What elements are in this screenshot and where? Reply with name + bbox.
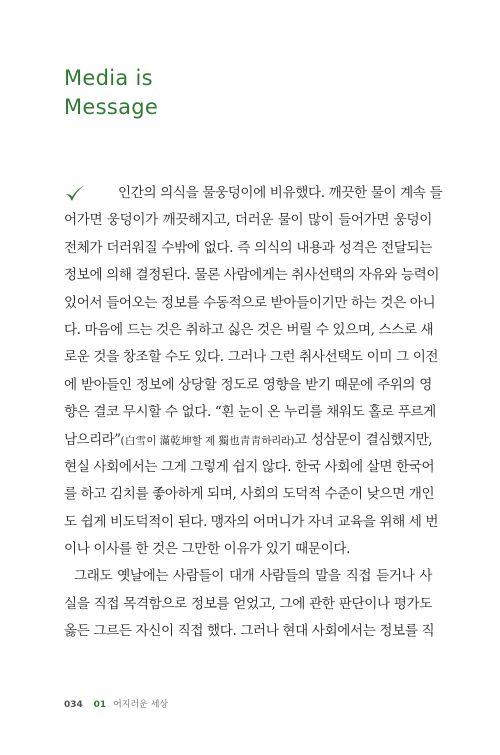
- text-line: 인간의 의식을 물웅덩이에 비유했다. 깨끗한 물이 계속 들: [118, 185, 443, 201]
- chapter-title: 어지러운 세상: [113, 700, 169, 710]
- text-line: 이나 이사를 한 것은 그만한 이유가 있기 때문이다.: [64, 541, 350, 558]
- text-line: 를 하고 김치를 좋아하게 되며, 사회의 도덕적 수준이 낮으면 개인: [64, 486, 435, 503]
- body-text: [64, 180, 443, 646]
- text-line: 현실 사회에서는 그게 그렇게 쉽지 않다. 한국 사회에 살면 한국어: [64, 458, 435, 475]
- text-line: 어가면 웅덩이가 깨끗해지고, 더러운 물이 많이 들어가면 웅덩이: [64, 212, 432, 229]
- text-line: 다. 마음에 드는 것은 취하고 싫은 것은 버릴 수 있으며, 스스로 새: [64, 321, 434, 338]
- text-line: 향은 결코 무시할 수 없다. “흰 눈이 온 누리를 채워도 홀로 푸르게: [64, 404, 436, 421]
- page-number: 034: [64, 700, 83, 710]
- text-line: 그래도 옛날에는 사람들이 대개 사람들의 말을 직접 듣거나 사: [74, 568, 432, 585]
- chapter-number: 01: [93, 700, 107, 710]
- quote-end: 남으리라”: [64, 431, 121, 448]
- text-line: 에 받아들인 정보에 상당할 정도로 영향을 받기 때문에 주위의 영: [64, 376, 432, 393]
- hanja-annotation: (白雪이 滿乾坤할 제 獨也靑靑하리라): [120, 434, 294, 447]
- text-line-with-hanja: [64, 427, 432, 454]
- text-line: 로운 것을 창조할 수도 있다. 그러나 그런 취사선택도 이미 그 이전: [64, 349, 439, 366]
- text-line: 도 쉽게 비도덕적이 된다. 맹자의 어머니가 자녀 교육을 위해 세 번: [64, 513, 439, 530]
- text-line: 있어서 들어오는 정보를 수동적으로 받아들이기만 하는 것은 아니: [64, 294, 436, 311]
- text-line: 전체가 더러워질 수밖에 없다. 즉 의식의 내용과 성격은 전달되는: [64, 239, 432, 256]
- page-title: [64, 64, 158, 122]
- title-line-2: Message: [64, 95, 159, 119]
- text-line: 실을 직접 목격함으로 정보를 얻었고, 그에 관한 판단이나 평가도: [64, 595, 432, 612]
- page-footer: [64, 697, 168, 710]
- text-line: 정보에 의해 결정된다. 물론 사람에게는 취사선택의 자유와 능력이: [64, 267, 440, 284]
- quote-follow: 고 성삼문이 결심했지만,: [293, 431, 432, 448]
- text-line: 옳든 그르든 자신이 직접 했다. 그러나 현대 사회에서는 정보를 직: [64, 623, 435, 640]
- title-line-1: Media is: [64, 66, 153, 90]
